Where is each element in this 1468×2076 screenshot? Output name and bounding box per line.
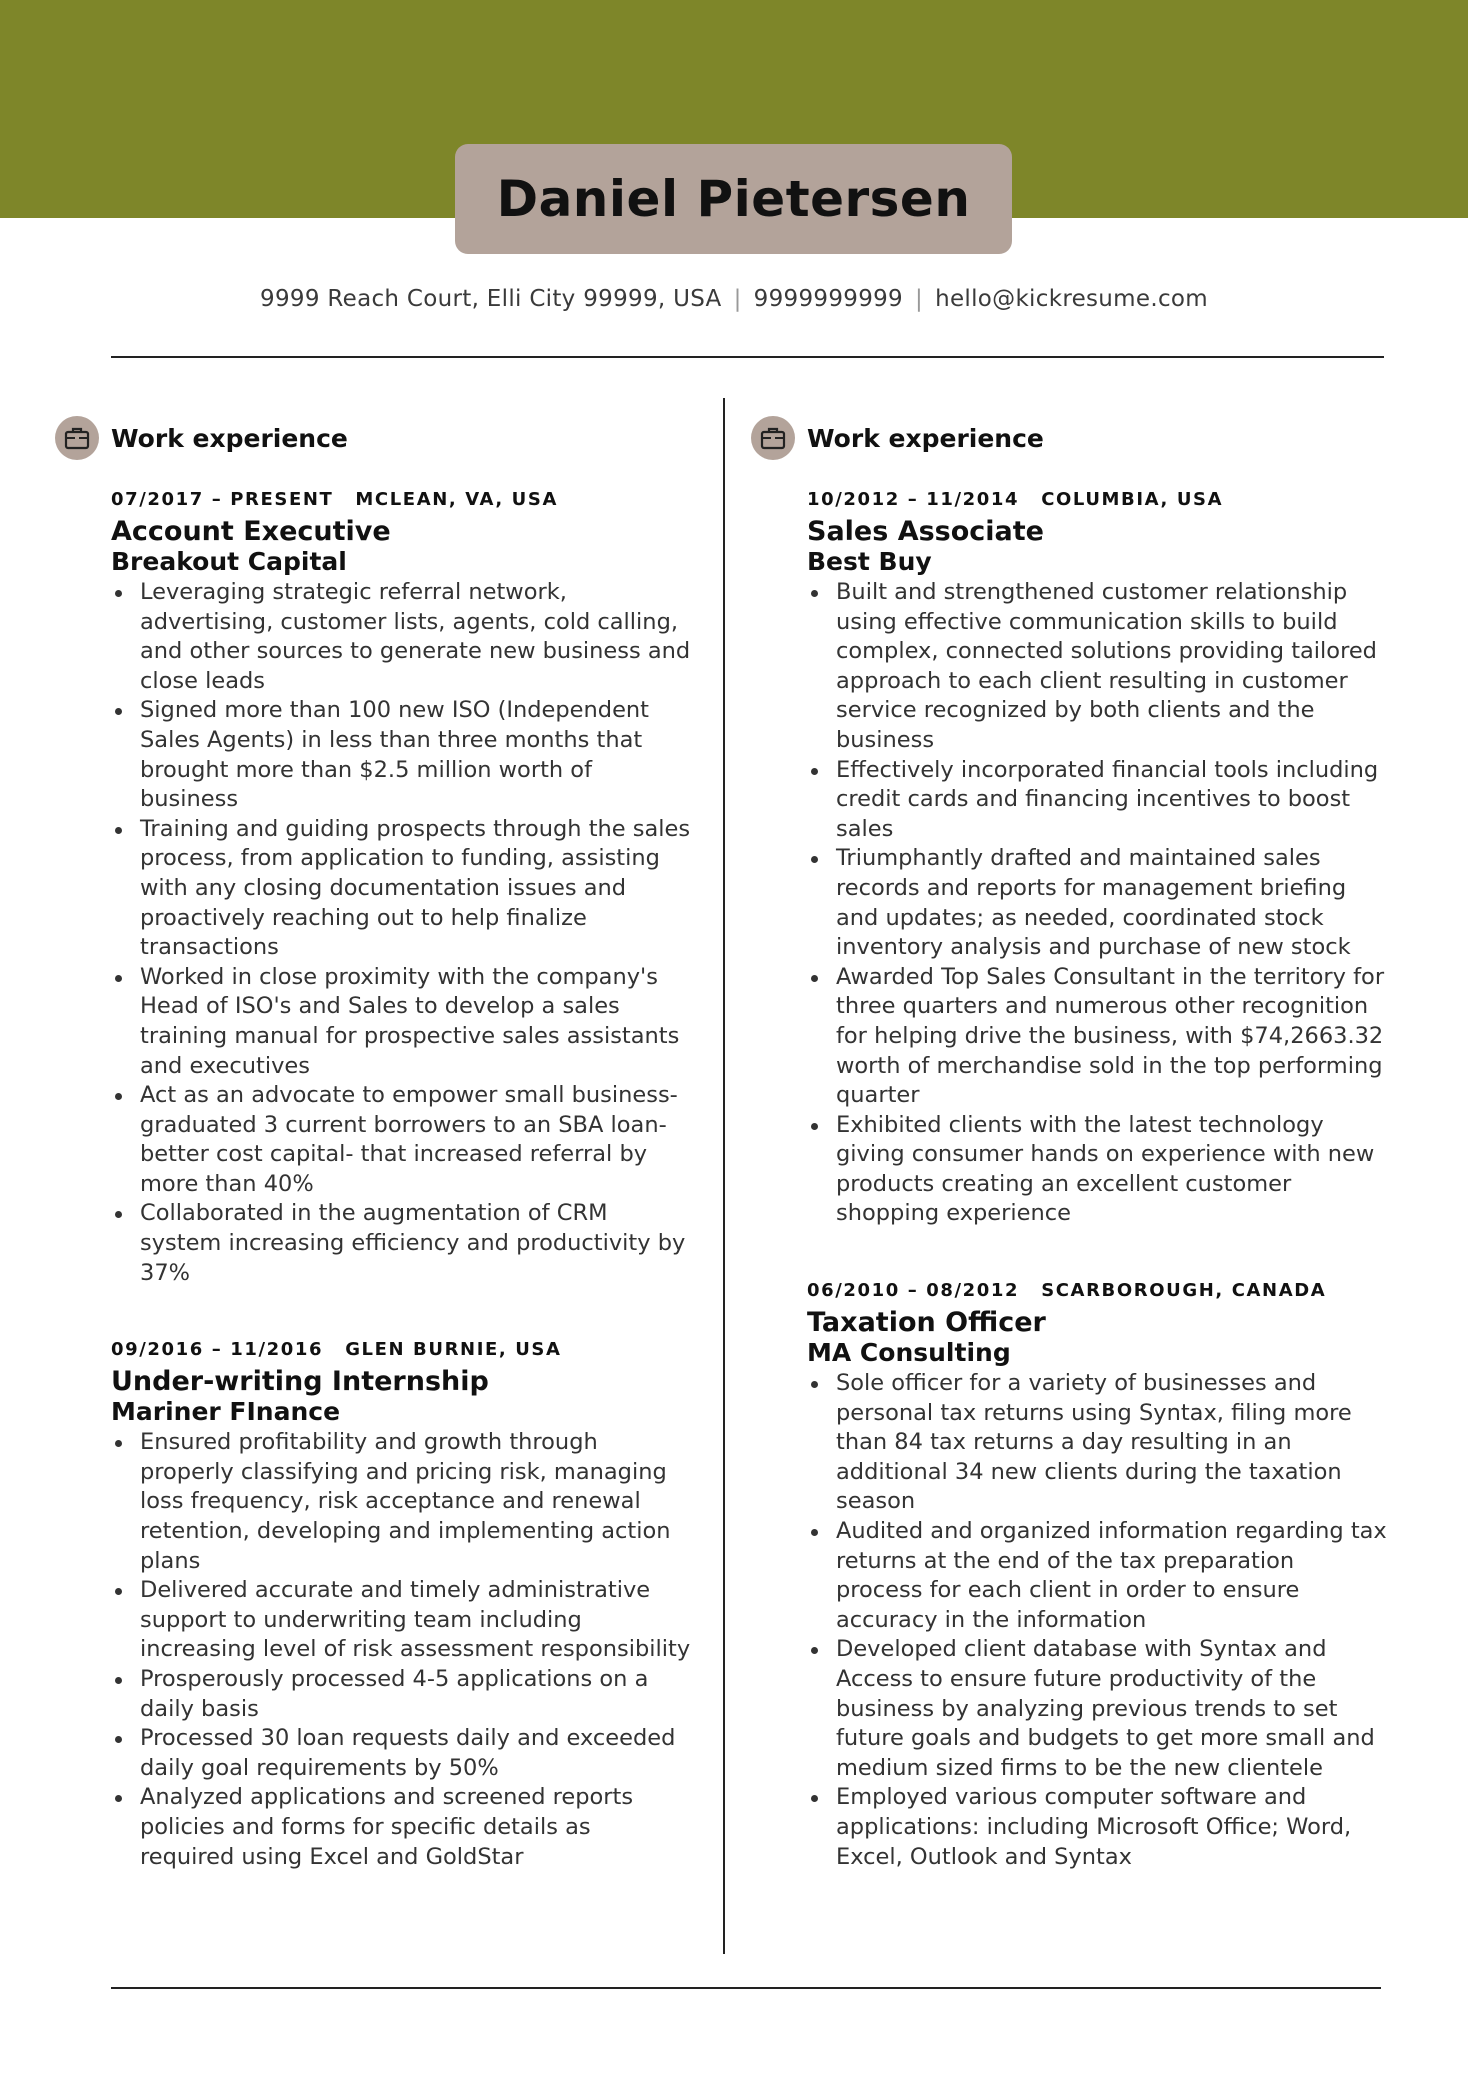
separator: | xyxy=(733,286,742,312)
job-entry xyxy=(111,1338,691,1872)
job-meta xyxy=(111,1338,691,1362)
list-item: Prosperously processed 4-5 applications on a daily basis xyxy=(111,1665,691,1724)
job-dates: 09/2016 – 11/2016 xyxy=(111,1339,324,1361)
list-item: Triumphantly drafted and maintained sales records and reports for management briefing and updates; as needed, coordinated stock inventory analysis and purchase of new stock xyxy=(807,844,1387,962)
job-bullets xyxy=(111,1428,691,1872)
candidate-name: Daniel Pietersen xyxy=(496,170,971,228)
list-item: Audited and organized information regarding tax returns at the end of the tax preparation process for each client in order to ensure accuracy in the information xyxy=(807,1517,1387,1635)
job-entry xyxy=(807,488,1387,1229)
section-header xyxy=(111,416,691,462)
job-location: COLUMBIA, USA xyxy=(1041,489,1224,510)
job-location: SCARBOROUGH, CANADA xyxy=(1041,1280,1327,1302)
name-plate xyxy=(455,144,1012,254)
column-divider xyxy=(723,398,725,1954)
list-item: Training and guiding prospects through the sales process, from application to funding, assisting with any closing documentation issues and proactively reaching out to help finalize transactions xyxy=(111,815,691,963)
job-location: GLEN BURNIE, USA xyxy=(345,1339,562,1361)
footer-divider xyxy=(111,1987,1381,1989)
address: 9999 Reach Court, Elli City 99999, USA xyxy=(260,286,722,312)
job-bullets xyxy=(807,578,1387,1229)
list-item: Act as an advocate to empower small business- graduated 3 current borrowers to an SBA loan- better cost capital- that increased referral by more than 40% xyxy=(111,1081,691,1199)
list-item: Developed client database with Syntax and Access to ensure future productivity of the business by analyzing previous trends to set future goals and budgets to get more small and medium sized firms to be the new clientele xyxy=(807,1635,1387,1783)
section-header xyxy=(807,416,1387,462)
phone: 9999999999 xyxy=(753,286,903,312)
list-item: Ensured profitability and growth through properly classifying and pricing risk, managing loss frequency, risk acceptance and renewal retention, developing and implementing action plans xyxy=(111,1428,691,1576)
contact-line xyxy=(0,286,1468,312)
job-bullets xyxy=(111,578,691,1288)
job-company: Breakout Capital xyxy=(111,547,347,576)
job-title: Taxation Officer xyxy=(807,1307,1046,1339)
job-bullets xyxy=(807,1369,1387,1872)
list-item: Signed more than 100 new ISO (Independent Sales Agents) in less than three months that brought more than $2.5 million worth of business xyxy=(111,696,691,814)
list-item: Analyzed applications and screened reports policies and forms for specific details as required using Excel and GoldStar xyxy=(111,1783,691,1872)
job-title: Sales Associate xyxy=(807,516,1044,547)
job-meta xyxy=(807,488,1387,512)
right-column xyxy=(807,416,1387,1872)
list-item: Worked in close proximity with the company's Head of ISO's and Sales to develop a sales training manual for prospective sales assistants and executives xyxy=(111,963,691,1081)
briefcase-icon xyxy=(55,416,99,460)
job-dates: 07/2017 – PRESENT xyxy=(111,489,334,510)
list-item: Exhibited clients with the latest technology giving consumer hands on experience with new products creating an excellent customer shopping experience xyxy=(807,1111,1387,1229)
job-title: Account Executive xyxy=(111,516,391,547)
email[interactable]: hello@kickresume.com xyxy=(935,286,1208,312)
list-item: Awarded Top Sales Consultant in the territory for three quarters and numerous other recognition for helping drive the business, with $74,2663.32 worth of merchandise sold in the top performing quarter xyxy=(807,963,1387,1111)
job-dates: 10/2012 – 11/2014 xyxy=(807,489,1020,510)
job-company: MA Consulting xyxy=(807,1338,1011,1368)
job-dates: 06/2010 – 08/2012 xyxy=(807,1280,1020,1302)
left-column xyxy=(111,416,691,1872)
list-item: Effectively incorporated financial tools including credit cards and financing incentives to boost sales xyxy=(807,756,1387,845)
section-title: Work experience xyxy=(807,424,1044,453)
job-meta xyxy=(807,1279,1387,1303)
header-divider xyxy=(111,356,1384,358)
job-location: MCLEAN, VA, USA xyxy=(355,489,558,510)
job-meta xyxy=(111,488,691,512)
job-company: Mariner FInance xyxy=(111,1397,341,1427)
briefcase-icon xyxy=(751,416,795,460)
list-item: Collaborated in the augmentation of CRM system increasing efficiency and productivity by 37% xyxy=(111,1199,691,1288)
list-item: Sole officer for a variety of businesses and personal tax returns using Syntax, filing more than 84 tax returns a day resulting in an additional 34 new clients during the taxation season xyxy=(807,1369,1387,1517)
job-entry xyxy=(111,488,691,1288)
separator: | xyxy=(915,286,924,312)
job-entry xyxy=(807,1279,1387,1872)
list-item: Built and strengthened customer relationship using effective communication skills to build complex, connected solutions providing tailored approach to each client resulting in customer service recognized by both clients and the business xyxy=(807,578,1387,756)
list-item: Leveraging strategic referral network, advertising, customer lists, agents, cold calling, and other sources to generate new business and close leads xyxy=(111,578,691,696)
job-company: Best Buy xyxy=(807,547,932,576)
list-item: Employed various computer software and applications: including Microsoft Office; Word, Excel, Outlook and Syntax xyxy=(807,1783,1387,1872)
list-item: Processed 30 loan requests daily and exceeded daily goal requirements by 50% xyxy=(111,1724,691,1783)
section-title: Work experience xyxy=(111,424,348,453)
list-item: Delivered accurate and timely administrative support to underwriting team including increasing level of risk assessment responsibility xyxy=(111,1576,691,1665)
job-title: Under-writing Internship xyxy=(111,1366,489,1398)
